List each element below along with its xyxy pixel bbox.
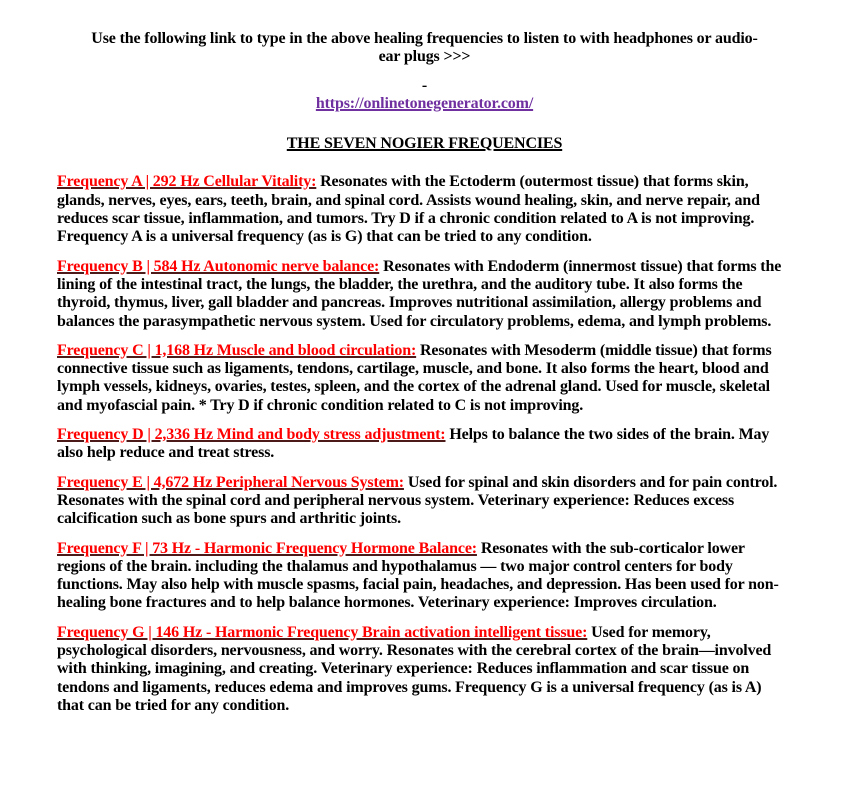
frequency-paragraph (57, 173, 792, 246)
frequency-body: Resonates with Endoderm (innermost tissue) that forms the lining of the intestinal tract, the lungs, the bladder, the urethra, and the auditory tube. It also forms the thyroid, thymus, liver, gall bladder and pancreas. Improves nutritional assimilation, allergy problems and balances the parasympathetic nervous system. Used for circulatory problems, edema, and lymph problems. (57, 257, 782, 330)
link-line (57, 95, 792, 113)
frequency-paragraph (57, 624, 792, 715)
frequency-body: Resonates with the Ectoderm (outermost tissue) that forms skin, glands, nerves, eyes, ears, teeth, brain, and spinal cord. Assists wound healing, skin, and nerve repair, and reduces scar tissue, inflammation, and tumors. Try D if a chronic condition related to A is not improving. Frequency A is a universal frequency (as is G) that can be tried to any condition. (57, 173, 760, 246)
dash-separator: - (421, 76, 428, 94)
frequency-body: Used for memory, psychological disorders, nervousness, and worry. Resonates with the cerebral cortex of the brain—involved with thinking, imagining, and creating. Veterinary experience: Reduces inflammation and scar tissue on tendons and ligaments, reduces edema and improves gums. Frequency G is a universal frequency (as is A) that can be tried for any condition. (57, 623, 772, 714)
frequency-body: Resonates with the sub-corticalor lower regions of the brain. including the thalamus and hypothalamus — two major control centers for body functions. May also help with muscle spasms, facial pain, headaches, and depression. Has been used for non-healing bone fractures and to help balance hormones. Veterinary experience: Improves circulation. (57, 539, 779, 612)
frequency-paragraph (57, 540, 792, 613)
page-title-text: THE SEVEN NOGIER FREQUENCIES (286, 135, 563, 153)
intro-text (57, 30, 792, 67)
frequency-heading-link[interactable]: Frequency G | 146 Hz - Harmonic Frequency Brain activation intelligent tissue: (57, 623, 588, 641)
frequency-heading-link[interactable]: Frequency F | 73 Hz - Harmonic Frequency Hormone Balance: (57, 539, 477, 557)
page-title (57, 135, 792, 153)
frequency-body: Resonates with Mesoderm (middle tissue) that forms connective tissue such as ligaments, tendons, cartilage, muscle, and bone. It also forms the heart, blood and lymph vessels, kidneys, ovaries, testes, spleen, and the cortex of the adrenal gland. Used for muscle, skeletal and myofascial pain. * Try D if chronic condition related to C is not improving. (57, 341, 772, 414)
intro-line-2: ear plugs >>> (378, 48, 471, 66)
frequency-list (57, 173, 792, 715)
frequency-heading-link[interactable]: Frequency A | 292 Hz Cellular Vitality: (57, 173, 317, 191)
frequency-paragraph (57, 474, 792, 529)
intro-line-1: Use the following link to type in the above healing frequencies to listen to with headphones or audio- (91, 30, 758, 47)
frequency-paragraph (57, 426, 792, 463)
tone-generator-link[interactable]: https://onlinetonegenerator.com/ (315, 94, 534, 112)
frequency-heading-link[interactable]: Frequency E | 4,672 Hz Peripheral Nervous System: (57, 473, 404, 491)
frequency-heading-link[interactable]: Frequency C | 1,168 Hz Muscle and blood circulation: (57, 341, 417, 359)
frequency-paragraph (57, 342, 792, 415)
frequency-paragraph (57, 258, 792, 331)
frequency-heading-link[interactable]: Frequency D | 2,336 Hz Mind and body stress adjustment: (57, 426, 446, 444)
frequency-body: Used for spinal and skin disorders and for pain control. Resonates with the spinal cord and peripheral nervous system. Veterinary experience: Reduces excess calcification such as bone spurs and arthritic joints. (57, 473, 778, 528)
frequency-heading-link[interactable]: Frequency B | 584 Hz Autonomic nerve balance: (57, 257, 380, 275)
frequency-body: Helps to balance the two sides of the brain. May also help reduce and treat stress. (57, 426, 770, 462)
